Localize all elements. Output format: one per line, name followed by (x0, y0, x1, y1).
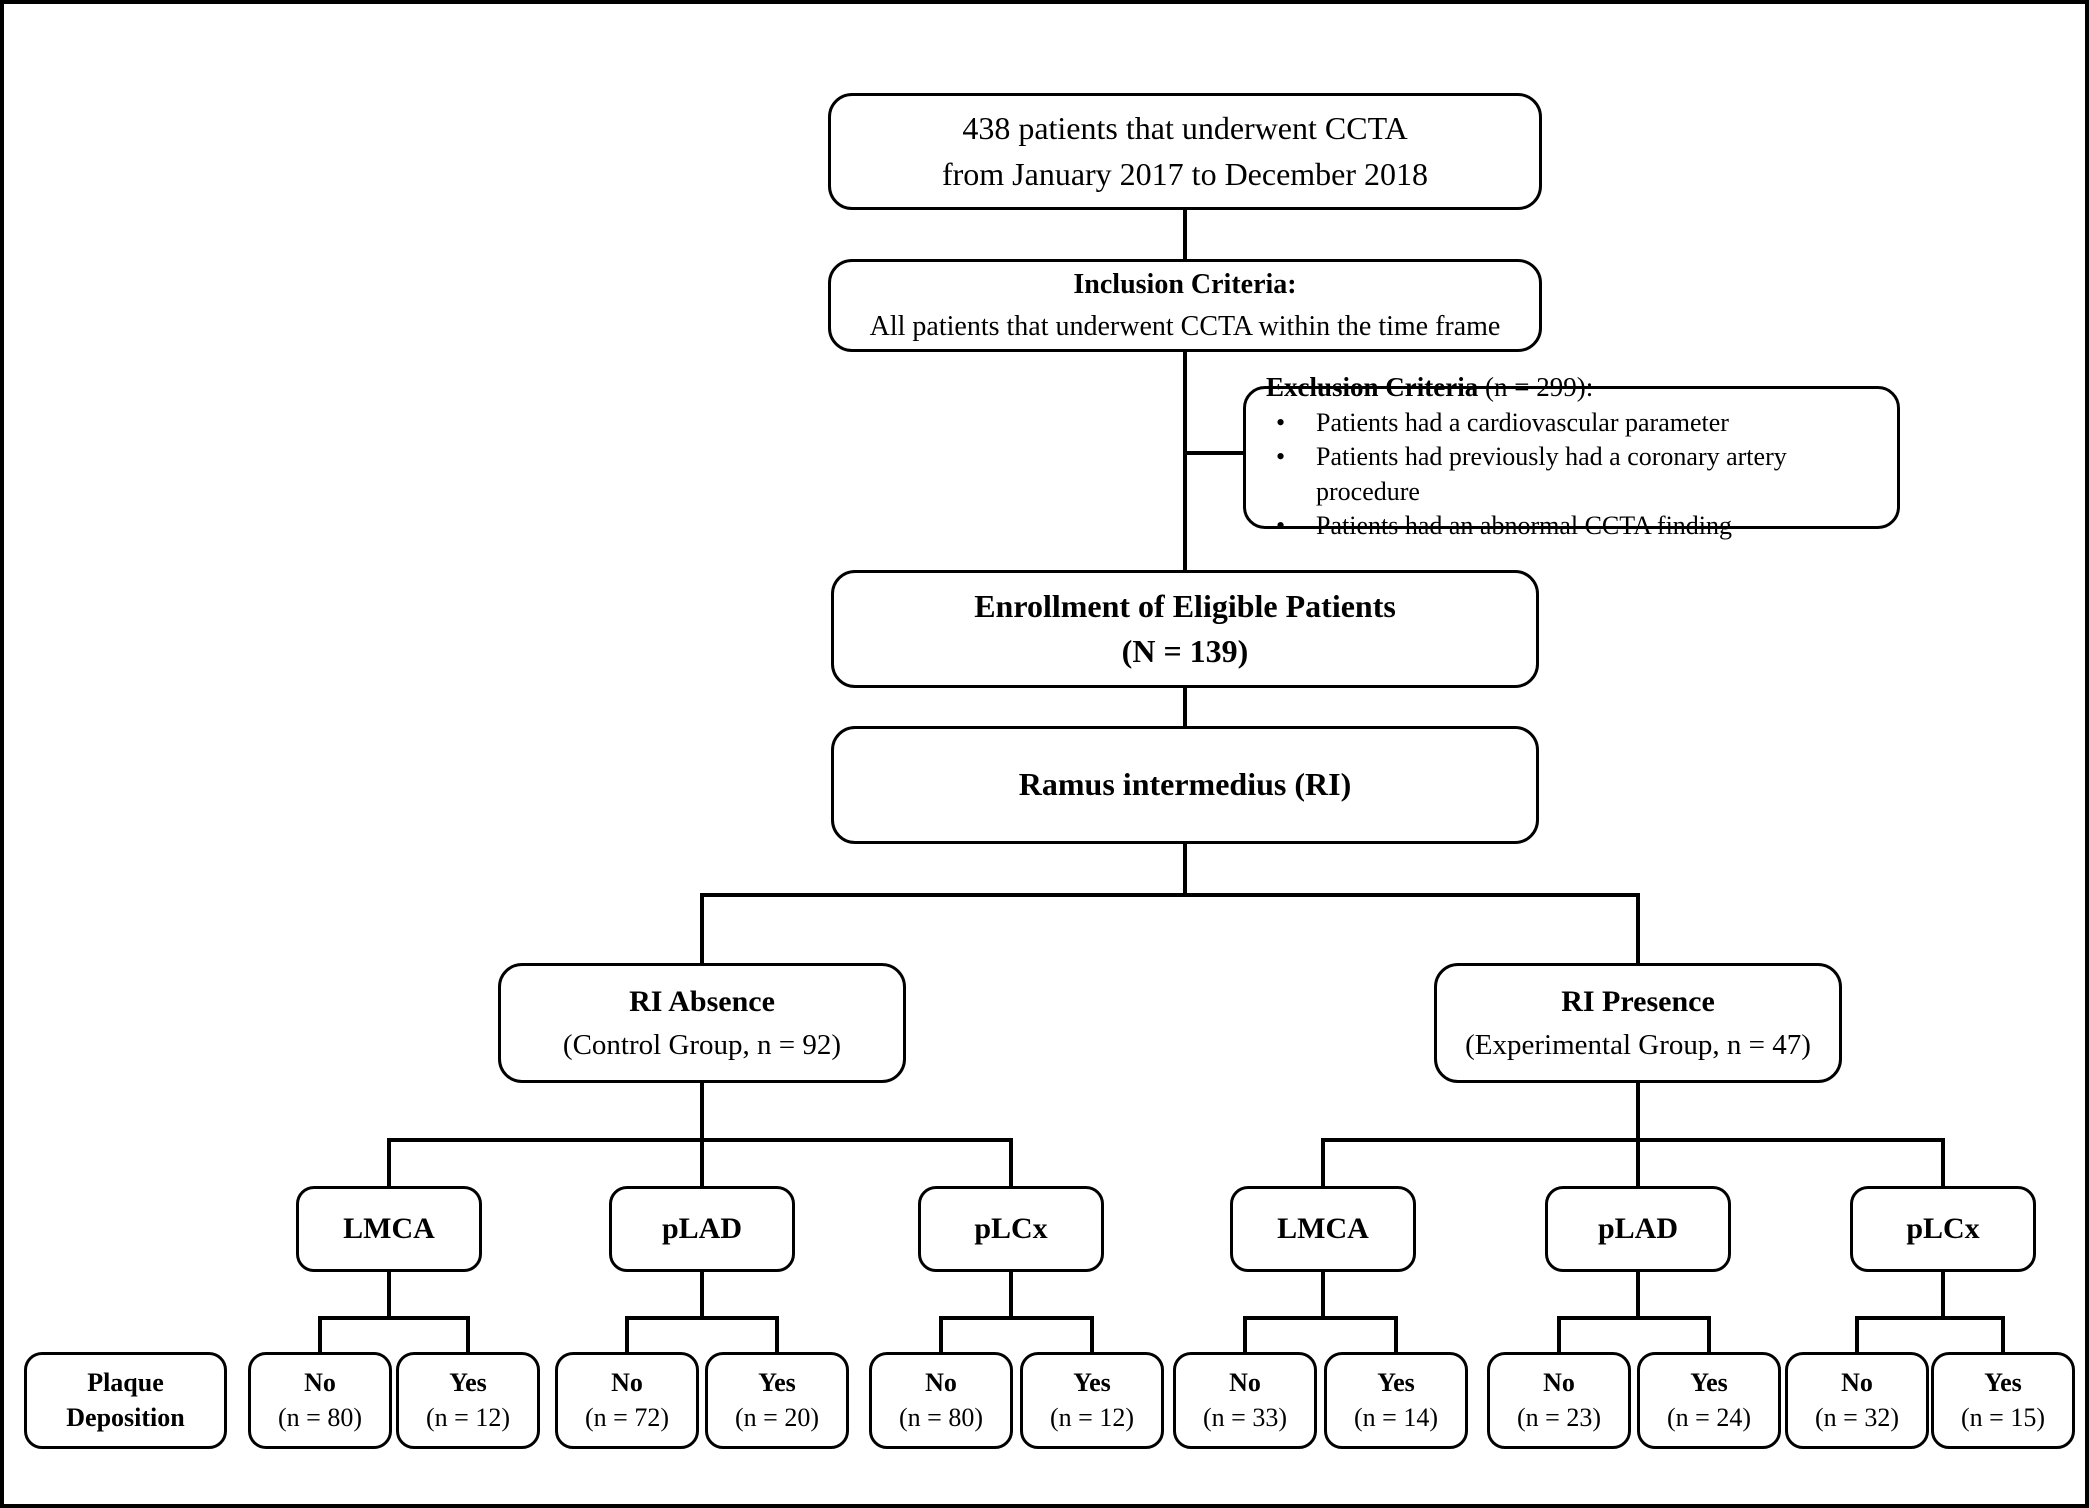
connector-line (2001, 1318, 2005, 1352)
artery-box-lmca-control (296, 1186, 482, 1272)
connector-line (387, 1140, 391, 1186)
connector-line (1009, 1272, 1013, 1320)
leaf-count: (n = 20) (735, 1402, 819, 1432)
exclusion-bullet-text: Patients had an abnormal CCTA finding (1316, 511, 1733, 541)
bullet-icon: • (1276, 442, 1286, 472)
row-label-line-1: Plaque (87, 1367, 164, 1397)
connector-line (1090, 1318, 1094, 1352)
leaf-answer: No (1229, 1367, 1261, 1397)
leaf-no-box-plcx-experimental (1785, 1352, 1929, 1449)
exclusion-bullet-text: Patients had a cardiovascular parameter (1316, 407, 1729, 437)
leaf-count: (n = 32) (1815, 1402, 1899, 1432)
leaf-no-box-lmca-experimental (1173, 1352, 1317, 1449)
inclusion-body: All patients that underwent CCTA within the time frame (869, 310, 1501, 342)
connector-line (1557, 1316, 1711, 1320)
exclusion-criteria-box (1243, 372, 1900, 541)
artery-box-plcx-control (918, 1186, 1104, 1272)
ri-absence-box (498, 963, 906, 1083)
leaf-answer: No (611, 1367, 643, 1397)
leaf-count: (n = 12) (426, 1402, 510, 1432)
leaf-no-box-plad-control (555, 1352, 699, 1449)
connector-line (625, 1316, 779, 1320)
artery-box-lmca-experimental (1230, 1186, 1416, 1272)
artery-box-plad-control (609, 1186, 795, 1272)
connector-line (1183, 688, 1187, 726)
leaf-answer: No (925, 1367, 957, 1397)
connector-line (700, 895, 704, 963)
leaf-no-box-lmca-control (248, 1352, 392, 1449)
connector-line (625, 1318, 629, 1352)
leaf-count: (n = 23) (1517, 1402, 1601, 1432)
connector-line (1707, 1318, 1711, 1352)
connector-line (318, 1318, 322, 1352)
leaf-answer: No (1543, 1367, 1575, 1397)
connector-line (1183, 210, 1187, 259)
exclusion-heading-bold: Exclusion Criteria (1266, 372, 1479, 403)
group-title: RI Presence (1561, 985, 1715, 1019)
ri-presence-box (1434, 963, 1842, 1083)
leaf-yes-box-lmca-experimental (1324, 1352, 1468, 1449)
leaf-yes-box-plcx-experimental (1931, 1352, 2075, 1449)
connector-line (1855, 1316, 2005, 1320)
connector-line (1941, 1272, 1945, 1320)
artery-label: LMCA (1277, 1212, 1369, 1246)
leaf-no-box-plcx-control (869, 1352, 1013, 1449)
leaf-yes-box-plcx-control (1020, 1352, 1164, 1449)
source-line-2: from January 2017 to December 2018 (941, 155, 1429, 192)
leaf-no-box-plad-experimental (1487, 1352, 1631, 1449)
connector-line (1941, 1140, 1945, 1186)
connector-line (700, 1272, 704, 1320)
connector-line (1183, 844, 1187, 895)
connector-line (1243, 1316, 1398, 1320)
leaf-yes-box-plad-experimental (1637, 1352, 1781, 1449)
inclusion-heading: Inclusion Criteria: (1073, 268, 1297, 300)
connector-line (775, 1318, 779, 1352)
connector-line (700, 893, 1640, 897)
exclusion-heading (1266, 369, 1593, 405)
connector-line (1321, 1140, 1325, 1186)
leaf-answer: Yes (758, 1367, 796, 1397)
connector-line (1636, 1083, 1640, 1140)
connector-line (318, 1316, 470, 1320)
leaf-answer: Yes (1377, 1367, 1415, 1397)
connector-line (466, 1318, 470, 1352)
leaf-count: (n = 33) (1203, 1402, 1287, 1432)
plaque-deposition-label-box (24, 1352, 227, 1449)
connector-line (700, 1083, 704, 1140)
leaf-answer: No (1841, 1367, 1873, 1397)
artery-label: pLCx (974, 1212, 1048, 1246)
inclusion-criteria-box (828, 259, 1542, 352)
row-label-line-2: Deposition (66, 1402, 185, 1432)
connector-line (1009, 1140, 1013, 1186)
leaf-answer: Yes (1073, 1367, 1111, 1397)
leaf-count: (n = 80) (278, 1402, 362, 1432)
enrollment-box (831, 570, 1539, 688)
leaf-count: (n = 24) (1667, 1402, 1751, 1432)
exclusion-bullet-text: Patients had previously had a coronary artery procedure (1316, 442, 1787, 506)
leaf-answer: No (304, 1367, 336, 1397)
group-subtitle: (Control Group, n = 92) (562, 1028, 842, 1061)
connector-line (1183, 451, 1243, 455)
group-title: RI Absence (629, 985, 775, 1019)
connector-line (387, 1272, 391, 1320)
ramus-label: Ramus intermedius (RI) (1018, 766, 1352, 803)
leaf-count: (n = 15) (1961, 1402, 2045, 1432)
connector-line (1636, 895, 1640, 963)
connector-line (939, 1316, 1094, 1320)
artery-label: LMCA (343, 1212, 435, 1246)
connector-line (1321, 1138, 1945, 1142)
leaf-count: (n = 80) (899, 1402, 983, 1432)
leaf-count: (n = 14) (1354, 1402, 1438, 1432)
exclusion-heading-rest: (n = 299): (1478, 372, 1594, 403)
connector-line (1636, 1272, 1640, 1320)
leaf-yes-box-plad-control (705, 1352, 849, 1449)
artery-label: pLAD (1597, 1212, 1679, 1246)
connector-line (1394, 1318, 1398, 1352)
ramus-intermedius-box (831, 726, 1539, 844)
leaf-answer: Yes (1690, 1367, 1728, 1397)
exclusion-bullet-row (1276, 406, 1729, 441)
connector-line (1183, 352, 1187, 570)
exclusion-bullet-row (1276, 509, 1732, 544)
connector-line (1321, 1272, 1325, 1320)
artery-box-plad-experimental (1545, 1186, 1731, 1272)
leaf-answer: Yes (449, 1367, 487, 1397)
bullet-icon: • (1276, 511, 1286, 541)
connector-line (1557, 1318, 1561, 1352)
artery-box-plcx-experimental (1850, 1186, 2036, 1272)
enrollment-line-1: Enrollment of Eligible Patients (974, 587, 1396, 624)
connector-line (700, 1140, 704, 1186)
leaf-count: (n = 12) (1050, 1402, 1134, 1432)
leaf-yes-box-lmca-control (396, 1352, 540, 1449)
artery-label: pLAD (661, 1212, 743, 1246)
connector-line (939, 1318, 943, 1352)
connector-line (1855, 1318, 1859, 1352)
leaf-answer: Yes (1984, 1367, 2022, 1397)
leaf-count: (n = 72) (585, 1402, 669, 1432)
enrollment-line-2: (N = 139) (1121, 633, 1249, 669)
connector-line (1243, 1318, 1247, 1352)
source-population-box (828, 93, 1542, 210)
bullet-icon: • (1276, 407, 1286, 437)
group-subtitle: (Experimental Group, n = 47) (1465, 1028, 1811, 1061)
source-line-1: 438 patients that underwent CCTA (962, 110, 1408, 147)
exclusion-bullet-row (1276, 440, 1883, 509)
artery-label: pLCx (1906, 1212, 1980, 1246)
connector-line (1636, 1140, 1640, 1186)
